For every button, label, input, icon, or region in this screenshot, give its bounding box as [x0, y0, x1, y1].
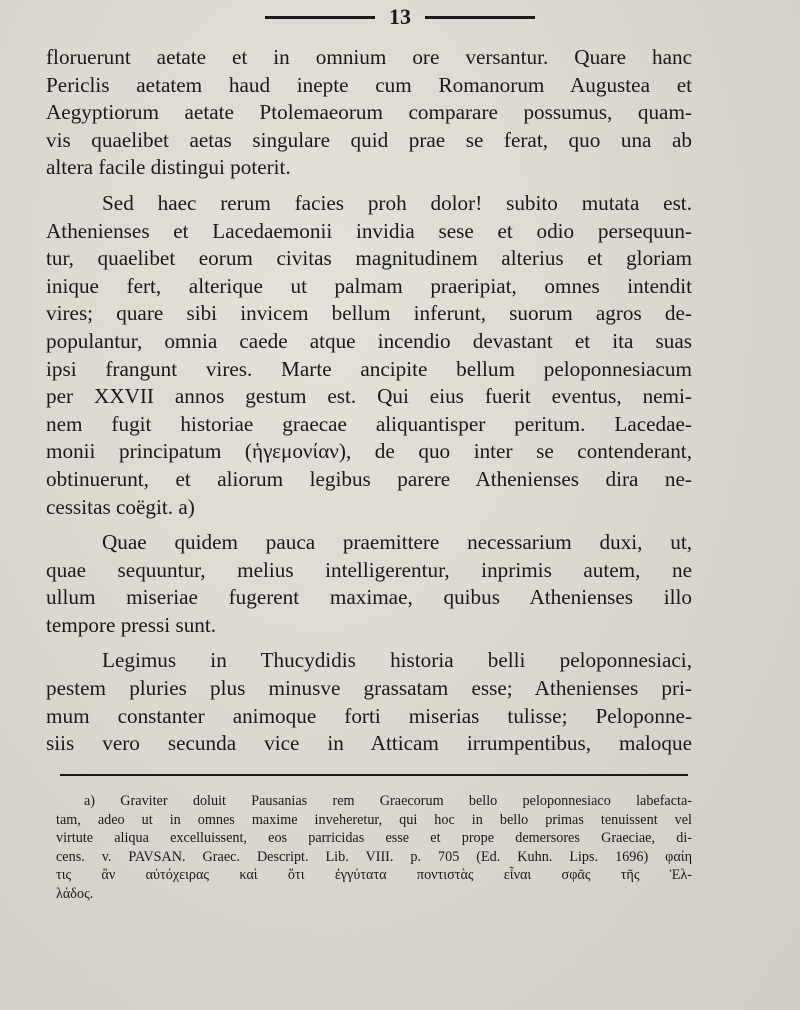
page-number: 13 — [389, 4, 411, 29]
text-line: altera facile distingui poterit. — [46, 155, 291, 180]
footnote-line: cens. v. PAVSAN. Graec. Descript. Lib. VIII. p. 705 (Ed. Kuhn. Lips. 1696) φαίη — [56, 848, 692, 865]
text-line: populantur, omnia caede atque incendio devastant et ita suas — [46, 328, 692, 353]
text-line: pestem pluries plus minusve grassatam esse; Athenienses pri- — [46, 676, 692, 701]
footnote-separator — [60, 774, 688, 776]
text-line: obtinuerunt, et aliorum legibus parere Athenienses dira ne- — [46, 466, 692, 491]
text-line: inique fert, alterique ut palmam praeripiat, omnes intendit — [46, 273, 692, 298]
text-line: mum constanter animoque forti miserias tulisse; Peloponne- — [46, 703, 692, 728]
text-line: per XXVII annos gestum est. Qui eius fuerit eventus, nemi- — [46, 384, 692, 409]
header-rule-right — [425, 16, 535, 19]
paragraph — [46, 529, 692, 639]
text-line: Aegyptiorum aetate Ptolemaeorum comparare possumus, quam- — [46, 100, 692, 125]
text-line: nem fugit historiae graecae aliquantisper peritum. Lacedae- — [46, 411, 692, 436]
footnote-line: tam, adeo ut in omnes maxime inveheretur, qui hoc in bello primas tenuissent vel — [56, 811, 692, 828]
text-line: vis quaelibet aetas singulare quid prae se ferat, quo una ab — [46, 127, 692, 152]
footnote-line: a) Graviter doluit Pausanias rem Graecorum bello peloponnesiaco labefactа- — [84, 793, 692, 809]
paragraph — [46, 647, 692, 757]
text-line: cessitas coëgit. a) — [46, 494, 195, 519]
footnote-line: τις ἂν αὐτόχειρας καὶ ὅτι ἐγγύτατα ποντιστὰς εἶναι σφᾶς τῆς Ἑλ- — [56, 867, 692, 884]
header-rule-left — [265, 16, 375, 19]
text-line: monii principatum (ἡγεμονίαν), de quo inter se contenderant, — [46, 439, 692, 464]
main-text — [46, 44, 692, 758]
text-line: vires; quare sibi invicem bellum inferunt, suorum agros de- — [46, 301, 692, 326]
text-line: Sed haec rerum facies proh dolor! subito mutata est. — [102, 190, 692, 215]
text-line: Periclis aetatem haud inepte cum Romanorum Augustea et — [46, 72, 692, 97]
text-line: Legimus in Thucydidis historia belli peloponnesiaci, — [102, 648, 692, 673]
text-line: Athenienses et Lacedaemonii invidia sese et odio persequun- — [46, 218, 692, 243]
text-line: tur, quaelibet eorum civitas magnitudinem alterius et gloriam — [46, 246, 692, 271]
footnote-line: virtute aliqua excelluissent, eos parricidas esse et prope demersores Graeciae, di- — [56, 830, 692, 847]
text-line: Quae quidem pauca praemittere necessarium duxi, ut, — [102, 530, 692, 555]
text-line: floruerunt aetate et in omnium ore versantur. Quare hanc — [46, 45, 692, 69]
footnote — [56, 792, 692, 904]
paragraph — [46, 44, 692, 182]
text-line: quae sequuntur, melius intelligerentur, inprimis autem, ne — [46, 557, 692, 582]
text-line: ipsi frangunt vires. Marte ancipite bellum peloponnesiacum — [46, 356, 692, 381]
footnote-line: λάδος. — [56, 885, 94, 902]
text-line: ullum miseriae fugerent maximae, quibus Athenienses illo — [46, 585, 692, 610]
page-header — [0, 4, 800, 30]
text-line: tempore pressi sunt. — [46, 612, 217, 637]
text-line: siis vero secunda vice in Atticam irrumpentibus, maloque — [46, 731, 692, 756]
paragraph — [46, 190, 692, 521]
